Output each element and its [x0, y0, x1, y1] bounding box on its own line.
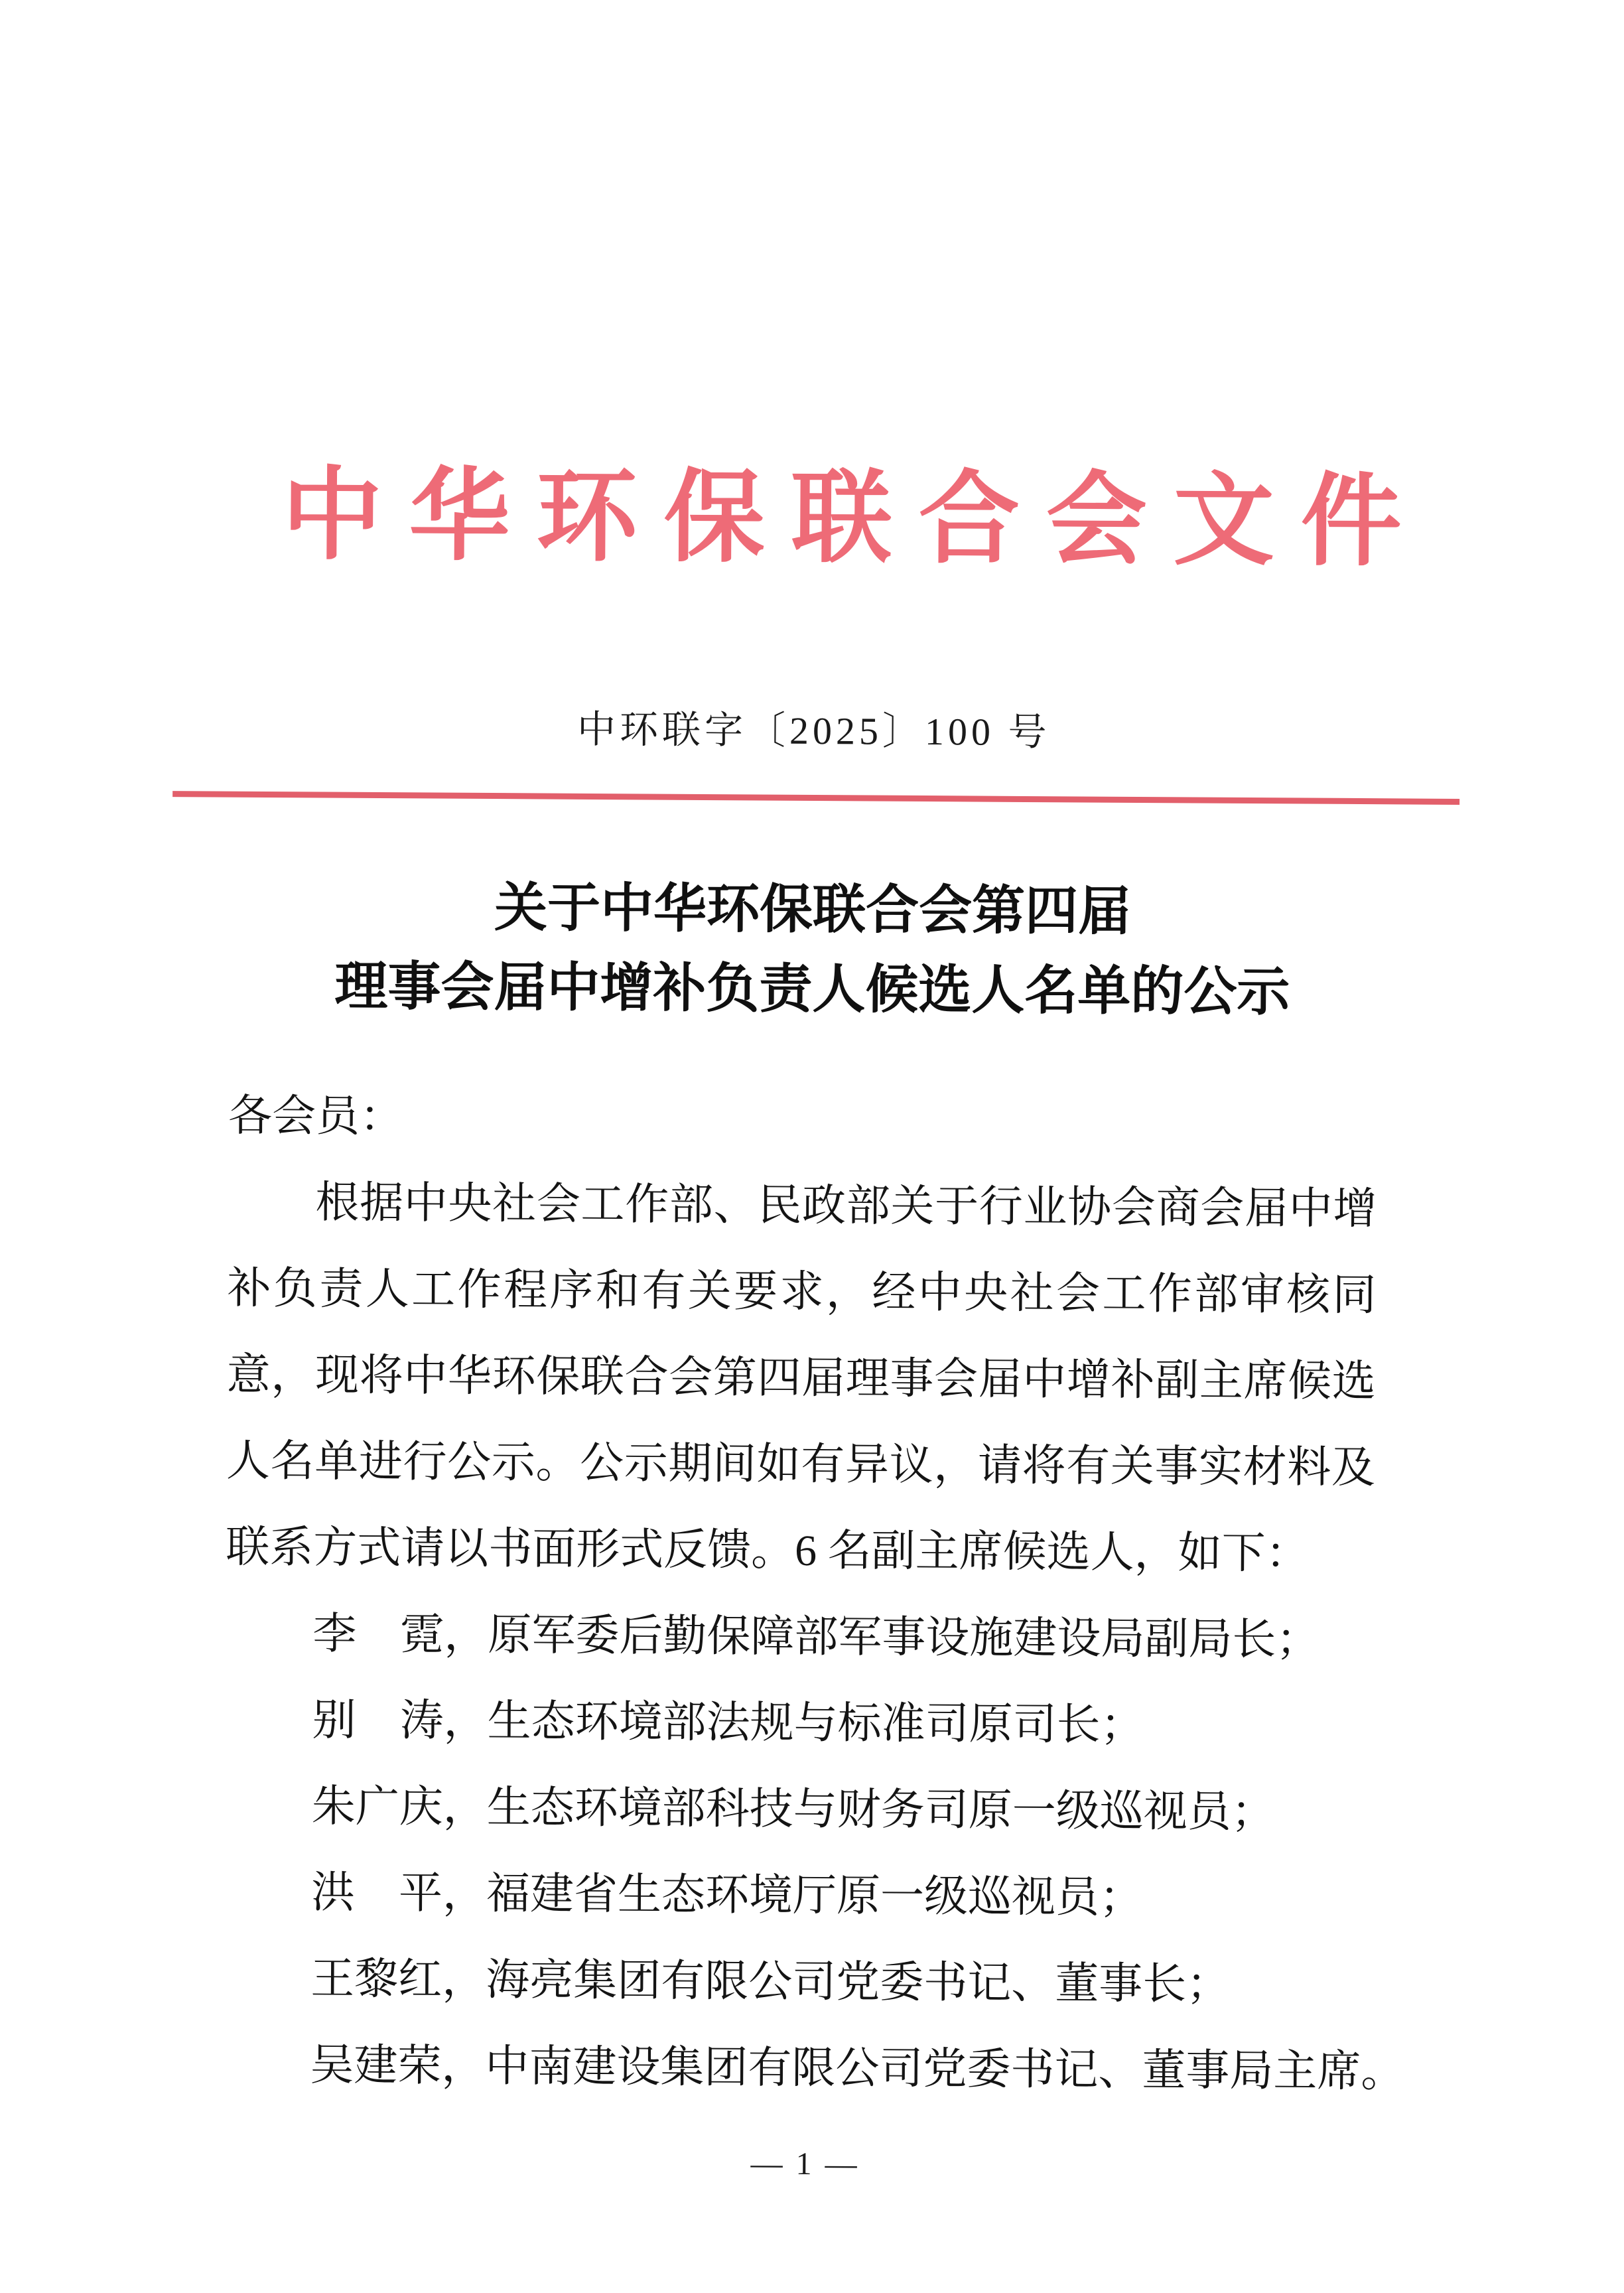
document-body — [222, 1074, 1405, 2116]
candidate-line: 别 涛，生态环境部法规与标准司原司长； — [312, 1696, 1144, 1750]
subject-line-1: 关于中华环保联合会第四届 — [494, 879, 1132, 941]
candidate-line: 王黎红，海亮集团有限公司党委书记、董事长； — [310, 1955, 1231, 2009]
paragraph-line: 联系方式请以书面形式反馈。6 名副主席候选人，如下： — [225, 1523, 1310, 1578]
salutation: 各会员： — [228, 1091, 404, 1142]
subject-line-2: 理事会届中增补负责人候选人名单的公示 — [334, 957, 1290, 1022]
paragraph-line: 根据中央社会工作部、民政部关于行业协会商会届中增 — [315, 1178, 1377, 1234]
candidate-line: 李 霓，原军委后勤保障部军事设施建设局副局长； — [312, 1610, 1320, 1665]
document-number: 中环联字〔2025〕100 号 — [576, 707, 1051, 754]
paragraph-line: 人名单进行公示。公示期间如有异议，请将有关事实材料及 — [226, 1436, 1376, 1493]
paragraph-line: 补负责人工作程序和有关要求，经中央社会工作部审核同 — [227, 1264, 1377, 1320]
page-number: — 1 — — [750, 2146, 860, 2182]
candidate-line: 朱广庆，生态环境部科技与财务司原一级巡视员； — [311, 1782, 1276, 1837]
paragraph-line: 意，现将中华环保联合会第四届理事会届中增补副主席候选 — [226, 1350, 1376, 1407]
candidate-line: 洪 平，福建省生态环境厅原一级巡视员； — [310, 1868, 1144, 1923]
document-subject — [0, 866, 1624, 1035]
letterhead-title: 中华环保联合会文件 — [281, 460, 1429, 579]
candidate-line: 吴建荣，中南建设集团有限公司党委书记、董事局主席。 — [310, 2041, 1405, 2097]
red-separator-rule — [172, 791, 1459, 805]
